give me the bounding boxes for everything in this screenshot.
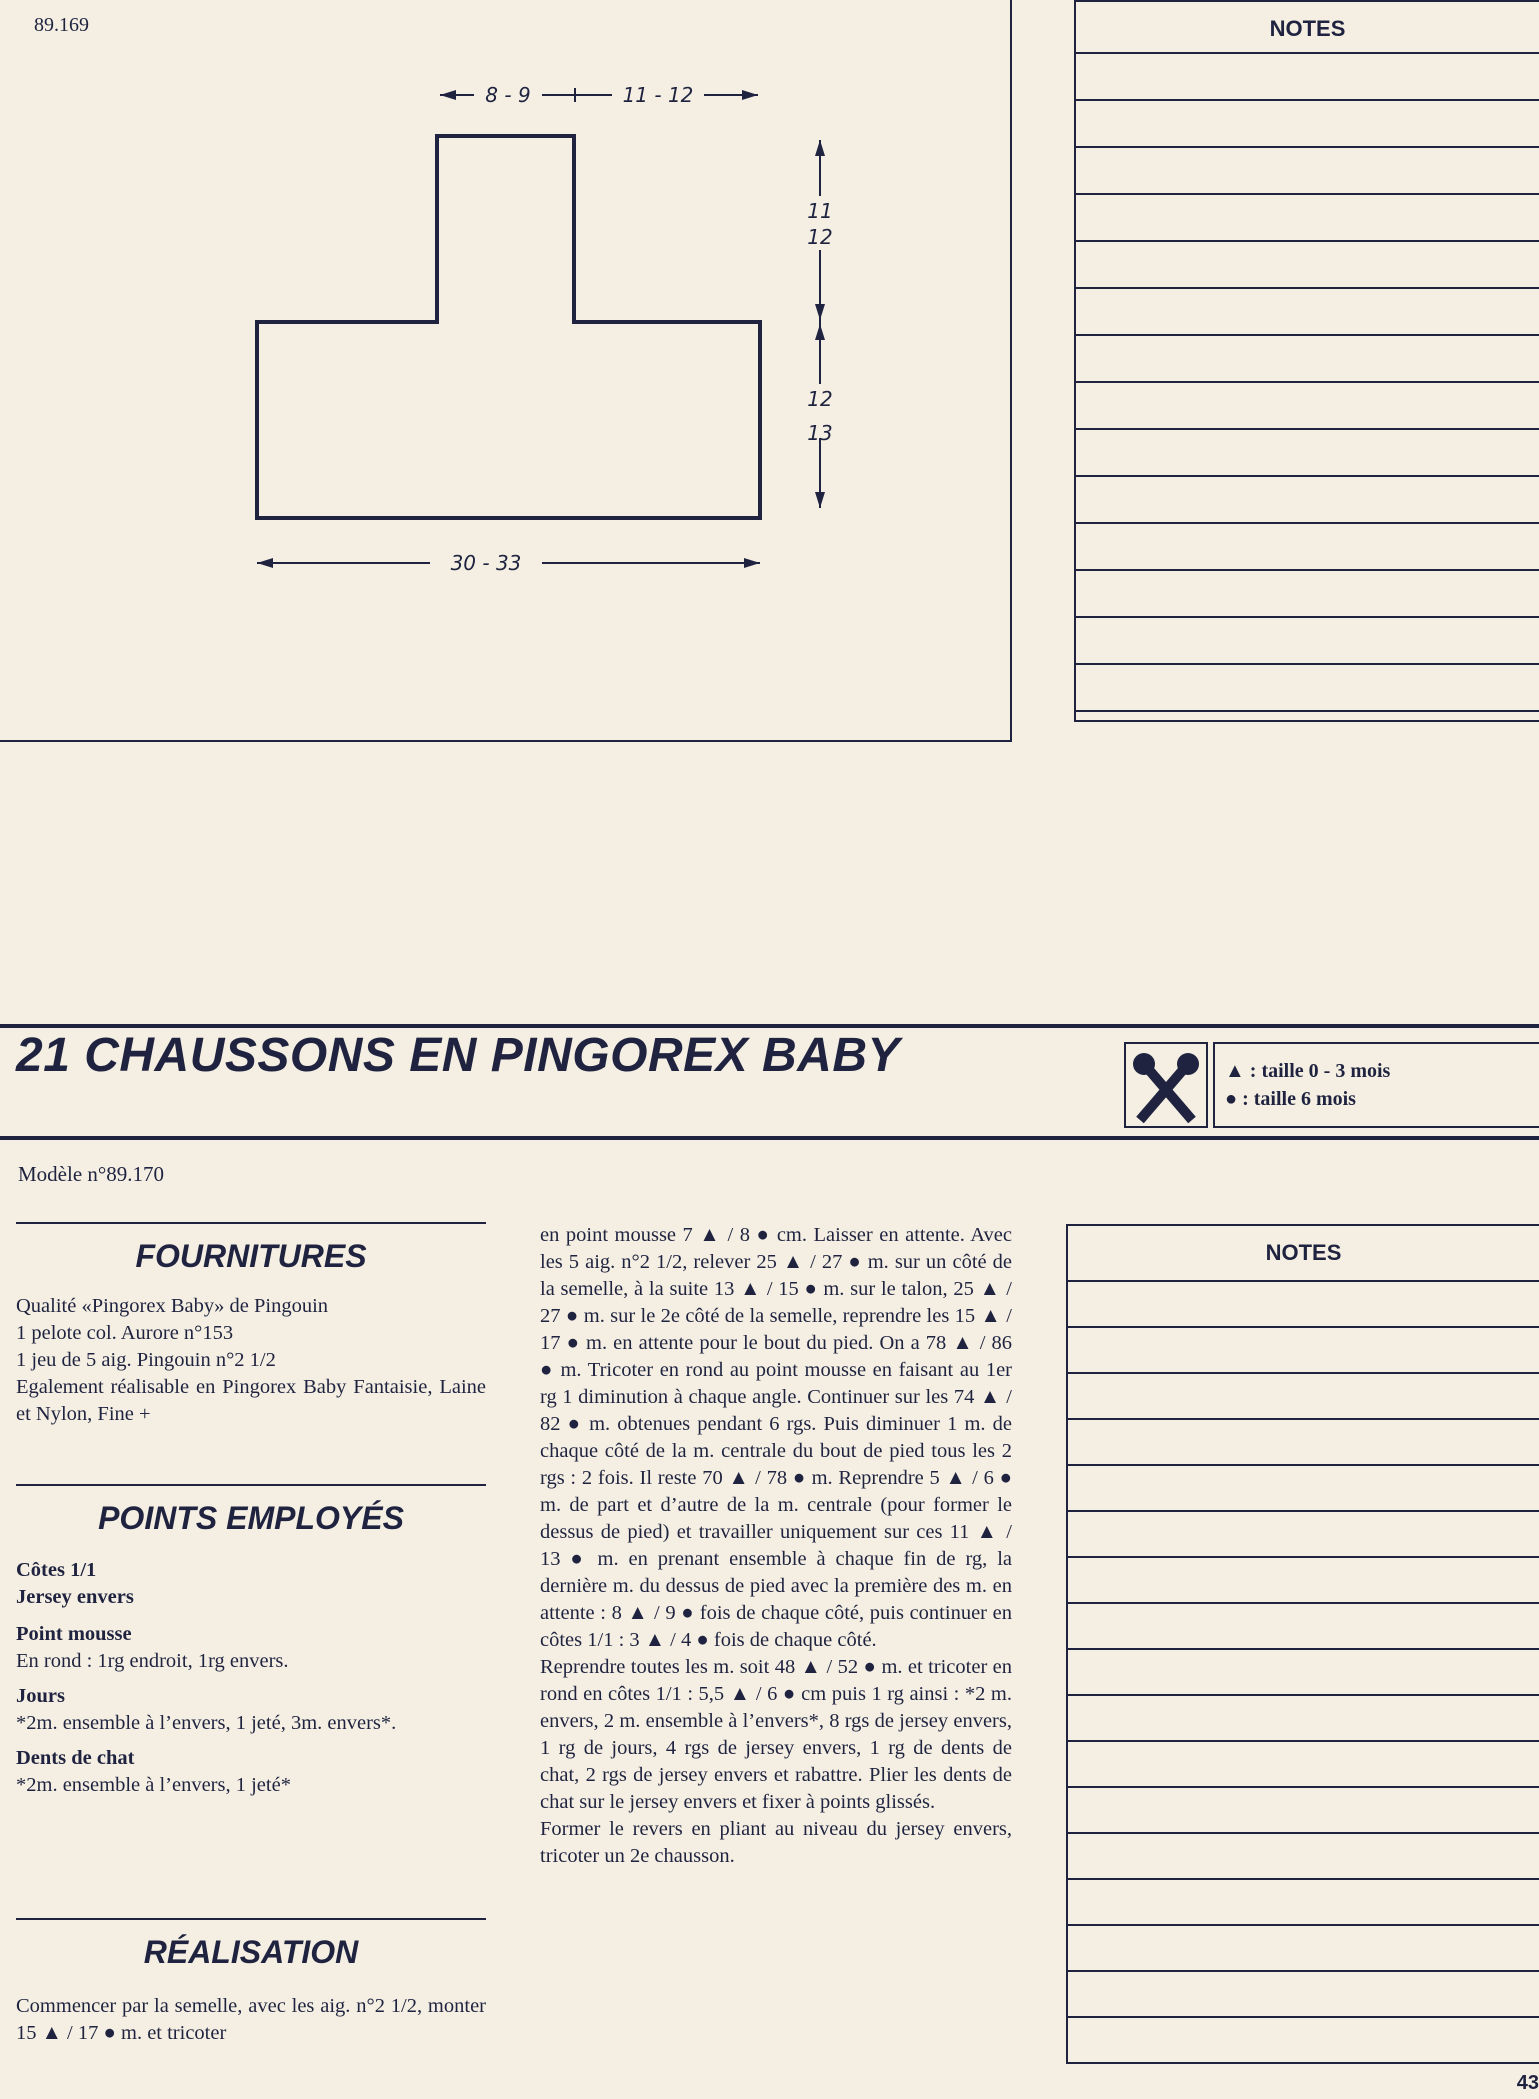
- note-line: [1068, 1282, 1539, 1328]
- title-rule-bottom: [0, 1136, 1539, 1140]
- point-desc: En rond : 1rg endroit, 1rg envers.: [16, 1650, 289, 1672]
- article-title: 21 CHAUSSONS EN PINGOREX BABY: [16, 1029, 901, 1082]
- points-heading: POINTS EMPLOYÉS: [98, 1500, 404, 1536]
- schema-outline: [257, 136, 760, 518]
- size-small-text: : taille 0 - 3 mois: [1249, 1060, 1391, 1082]
- note-line: [1076, 242, 1539, 289]
- dim-top-left: 8 - 9: [485, 83, 531, 107]
- note-line: [1068, 1604, 1539, 1650]
- page-number: 43: [1516, 2072, 1539, 2094]
- note-line: [1076, 101, 1539, 148]
- realisation-section: [16, 1918, 486, 2047]
- dim-side-upper-a: 11: [807, 199, 833, 223]
- section-rule: [16, 1484, 486, 1486]
- realisation-paragraph: Former le revers en pliant au niveau du jersey envers, tricoter un 2e chausson.: [540, 1818, 1012, 1867]
- point-name: Point mousse: [16, 1623, 132, 1645]
- note-line: [1068, 1558, 1539, 1604]
- note-line: [1068, 1328, 1539, 1374]
- realisation-intro: Commencer par la semelle, avec les aig. n°2 1/2, monter 15 ▲ / 17 ● m. et tricoter: [16, 1995, 486, 2044]
- triangle-icon: ▲: [1225, 1060, 1245, 1082]
- sizes-legend: [1213, 1042, 1539, 1128]
- side-dim-arrow-bottom: [815, 492, 825, 508]
- knitting-needles-icon: [1126, 1044, 1206, 1126]
- difficulty-symbol: [1124, 1042, 1208, 1128]
- realisation-paragraph: Reprendre toutes les m. soit 48 ▲ / 52 ● m. et tricoter en rond en côtes 1/1 : 5,5 ▲ / 6 ● cm puis 1 rg ainsi : *2 m. envers, 2 m. ensemble à l’envers*, 8 rgs de jersey envers, 1 rg de jours, 4 rgs de jersey envers, 1 rg de dents de chat, 2 rgs de jersey envers et rabattre. Plier les dents de chat sur le jersey envers et fixer à points glissés.: [540, 1656, 1012, 1813]
- fourniture-line: 1 pelote col. Aurore n°153: [16, 1322, 234, 1344]
- size-line-large: [1225, 1088, 1356, 1111]
- dim-side-lower-a: 12: [807, 387, 833, 411]
- points-section: [16, 1484, 486, 1799]
- point-name: Dents de chat: [16, 1747, 135, 1769]
- note-line: [1076, 336, 1539, 383]
- section-rule: [16, 1918, 486, 1920]
- note-line: [1068, 1972, 1539, 2018]
- note-line: [1076, 54, 1539, 101]
- realisation-heading: RÉALISATION: [143, 1934, 359, 1970]
- size-line-small: [1225, 1060, 1390, 1083]
- note-line: [1068, 1742, 1539, 1788]
- top-dim-arrow-right: [742, 90, 758, 100]
- bottom-dim-arrow-left: [257, 558, 273, 568]
- model-number: Modèle n°89.170: [18, 1162, 165, 1186]
- note-line: [1068, 1788, 1539, 1834]
- point-name: Jours: [16, 1685, 65, 1707]
- note-line: [1068, 2018, 1539, 2064]
- fournitures-list: [16, 1293, 486, 1428]
- dim-top-right: 11 - 12: [622, 83, 694, 107]
- size-large-text: : taille 6 mois: [1242, 1088, 1356, 1110]
- note-line: [1076, 289, 1539, 336]
- note-line: [1068, 1374, 1539, 1420]
- point-desc: *2m. ensemble à l’envers, 1 jeté, 3m. envers*.: [16, 1712, 397, 1734]
- note-line: [1068, 1420, 1539, 1466]
- fournitures-heading: FOURNITURES: [135, 1238, 367, 1274]
- dim-side-lower-b: 13: [807, 421, 833, 445]
- notes-bottom: [1066, 1224, 1539, 2064]
- note-line: [1076, 665, 1539, 712]
- bottom-dim-arrow-right: [744, 558, 760, 568]
- note-line: [1076, 524, 1539, 571]
- notes-top-heading: NOTES: [1076, 2, 1539, 54]
- points-list: [16, 1557, 486, 1799]
- note-line: [1076, 148, 1539, 195]
- side-dim-arrow-top: [815, 140, 825, 156]
- note-line: [1068, 1880, 1539, 1926]
- note-line: [1076, 571, 1539, 618]
- dim-bottom: 30 - 33: [450, 551, 522, 575]
- fourniture-line: Qualité «Pingorex Baby» de Pingouin: [16, 1295, 329, 1317]
- note-line: [1076, 477, 1539, 524]
- realisation-paragraph: en point mousse 7 ▲ / 8 ● cm. Laisser en attente. Avec les 5 aig. n°2 1/2, relever 25 ▲ / 27 ● m. sur un côté de la semelle, à la suite 13 ▲ / 15 ● m. sur le talon, 25 ▲ / 27 ● m. sur le 2e côté de la semelle, reprendre les 15 ▲ / 17 ● m. en attente pour le bout du pied. On a 78 ▲ / 86 ● m. Tricoter en rond au point mousse en faisant au 1er rg 1 diminution à chaque angle. Continuer sur les 74 ▲ / 82 ● m. obtenues pendant 6 rgs. Puis diminuer 1 m. de chaque côté de la m. centrale du bout de pied tous les 2 rgs : 2 fois. Il reste 70 ▲ / 78 ● m. Reprendre 5 ▲ / 6 ● m. de part et d’autre de la m. centrale (pour former le dessus de pied) et travailler uniquement sur ces 11 ▲ / 13 ● m. en prenant ensemble à chaque fin de rg, la dernière m. du dessus de pied avec la première des m. en attente : 8 ▲ / 9 ● fois de chaque côté, puis continuer en côtes 1/1 : 3 ▲ / 4 ● fois de chaque côté.: [540, 1224, 1012, 1651]
- point-name: Côtes 1/1: [16, 1559, 97, 1581]
- dim-side-upper-b: 12: [807, 225, 833, 249]
- note-line: [1068, 1650, 1539, 1696]
- notes-top: [1074, 0, 1539, 722]
- notes-bottom-heading: NOTES: [1068, 1226, 1539, 1282]
- fourniture-line: Egalement réalisable en Pingorex Baby Fantaisie, Laine et Nylon, Fine +: [16, 1376, 486, 1425]
- bootee-schema-diagram: [0, 0, 1010, 740]
- note-line: [1068, 1926, 1539, 1972]
- point-desc: *2m. ensemble à l’envers, 1 jeté*: [16, 1774, 291, 1796]
- fourniture-line: 1 jeu de 5 aig. Pingouin n°2 1/2: [16, 1349, 276, 1371]
- note-line: [1068, 1466, 1539, 1512]
- realisation-body: [540, 1222, 1012, 1870]
- note-line: [1076, 383, 1539, 430]
- note-line: [1068, 1512, 1539, 1558]
- circle-icon: ●: [1225, 1088, 1238, 1110]
- note-line: [1076, 618, 1539, 665]
- note-line: [1076, 430, 1539, 477]
- note-line: [1068, 1696, 1539, 1742]
- note-line: [1068, 1834, 1539, 1880]
- section-rule: [16, 1222, 486, 1224]
- note-line: [1076, 195, 1539, 242]
- fournitures-section: [16, 1222, 486, 1428]
- schema-reference: 89.169: [34, 14, 89, 36]
- top-dim-arrow-left: [440, 90, 456, 100]
- point-name: Jersey envers: [16, 1586, 134, 1608]
